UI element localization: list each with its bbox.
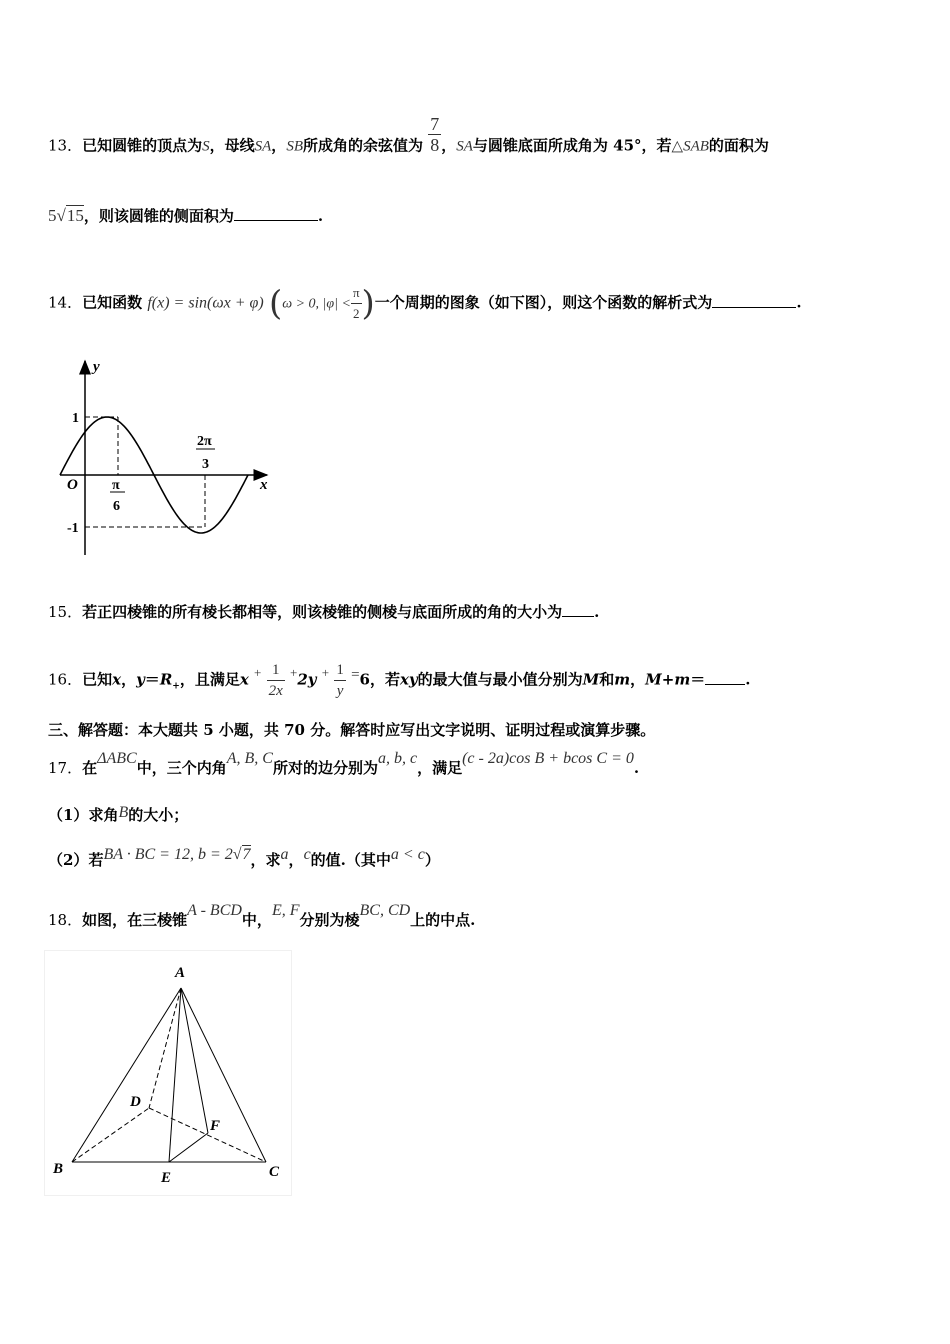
- question-number: 13．: [48, 136, 83, 155]
- question-number: 14．: [48, 293, 83, 312]
- question-14: 14．已知函数 f(x) = sin(ωx + φ) (ω > 0, |φ| < $\frac{\pi}{2}$ )一个周期的图象（如下图），则这个函数的解析式为 .: [48, 283, 802, 324]
- question-18: 18．如图，在三棱锥A - BCD中，E, F分别为棱BC, CD上的中点.: [48, 902, 476, 929]
- question-17-part-2: （2）若BA · BC = 12, b = 2√7，求a，c的值.（其中a < c）: [48, 846, 440, 869]
- vertex-F: F: [210, 1118, 221, 1134]
- question-13-line1: 13．已知圆锥的顶点为S，母线SA，SB所成角的余弦值为 $\frac{7}{8}$ ，SA与圆锥底面所成角为 45°，若△SAB的面积为: [48, 114, 769, 155]
- tick-one: 1: [72, 411, 79, 426]
- question-number: 16．: [48, 670, 83, 689]
- segment-EF: [169, 1133, 208, 1162]
- edge-DC: [149, 1108, 266, 1162]
- question-number: 17．: [48, 759, 83, 777]
- answer-blank[interactable]: [712, 293, 796, 308]
- fraction-7-8: $\frac{7}{8}$: [430, 114, 440, 155]
- vertex-E: E: [161, 1170, 172, 1186]
- question-15: 15．若正四棱锥的所有棱长都相等，则该棱锥的侧棱与底面所成的角的大小为 .: [48, 603, 600, 621]
- question-17-part-1: （1）求角B的大小；: [48, 804, 189, 824]
- edge-BD: [72, 1108, 149, 1162]
- x-axis-label: x: [260, 477, 268, 493]
- vertex-D: D: [130, 1094, 141, 1110]
- tick-pi-6-den: 6: [113, 499, 120, 514]
- origin-label: O: [67, 477, 78, 493]
- question-13-line2: 5√15，则该圆锥的侧面积为 .: [48, 206, 324, 225]
- segment-AF: [181, 988, 208, 1133]
- vertex-B: B: [53, 1161, 64, 1177]
- question-17: 17．在ΔABC中，三个内角A, B, C所对的边分别为a, b, c，满足(c - 2a)cos B + bcos C = 0.: [48, 750, 640, 777]
- y-axis-label: y: [93, 359, 100, 375]
- question-number: 15．: [48, 603, 83, 621]
- question-number: 18．: [48, 911, 83, 929]
- answer-blank[interactable]: [705, 670, 745, 685]
- edge-AB: [72, 988, 181, 1162]
- tick-neg-one: -1: [67, 521, 79, 536]
- tick-2pi-3-num: 2π: [197, 434, 212, 449]
- segment-AE: [169, 988, 181, 1162]
- answer-blank[interactable]: [562, 602, 594, 617]
- tick-pi-6-num: π: [112, 478, 120, 493]
- section-3-heading: 三、解答题：本大题共 5 小题，共 70 分。解答时应写出文字说明、证明过程或演算步骤。: [48, 721, 656, 739]
- figure-frame: [45, 951, 292, 1196]
- edge-AC: [181, 988, 266, 1162]
- pyramid-figure: [44, 950, 292, 1196]
- answer-blank[interactable]: [234, 206, 318, 221]
- tick-2pi-3-den: 3: [202, 457, 209, 472]
- vertex-A: A: [175, 965, 186, 981]
- vertex-C: C: [269, 1164, 280, 1180]
- edge-AD: [149, 988, 181, 1108]
- sine-graph: [55, 355, 285, 565]
- question-16: 16．已知x，$y=R_+$，且满足x + $\frac{1}{2x}$ +2y + $\frac{1}{y}$ =6，若xy的最大值与最小值分别为M和m，M+m＝ .: [48, 662, 751, 699]
